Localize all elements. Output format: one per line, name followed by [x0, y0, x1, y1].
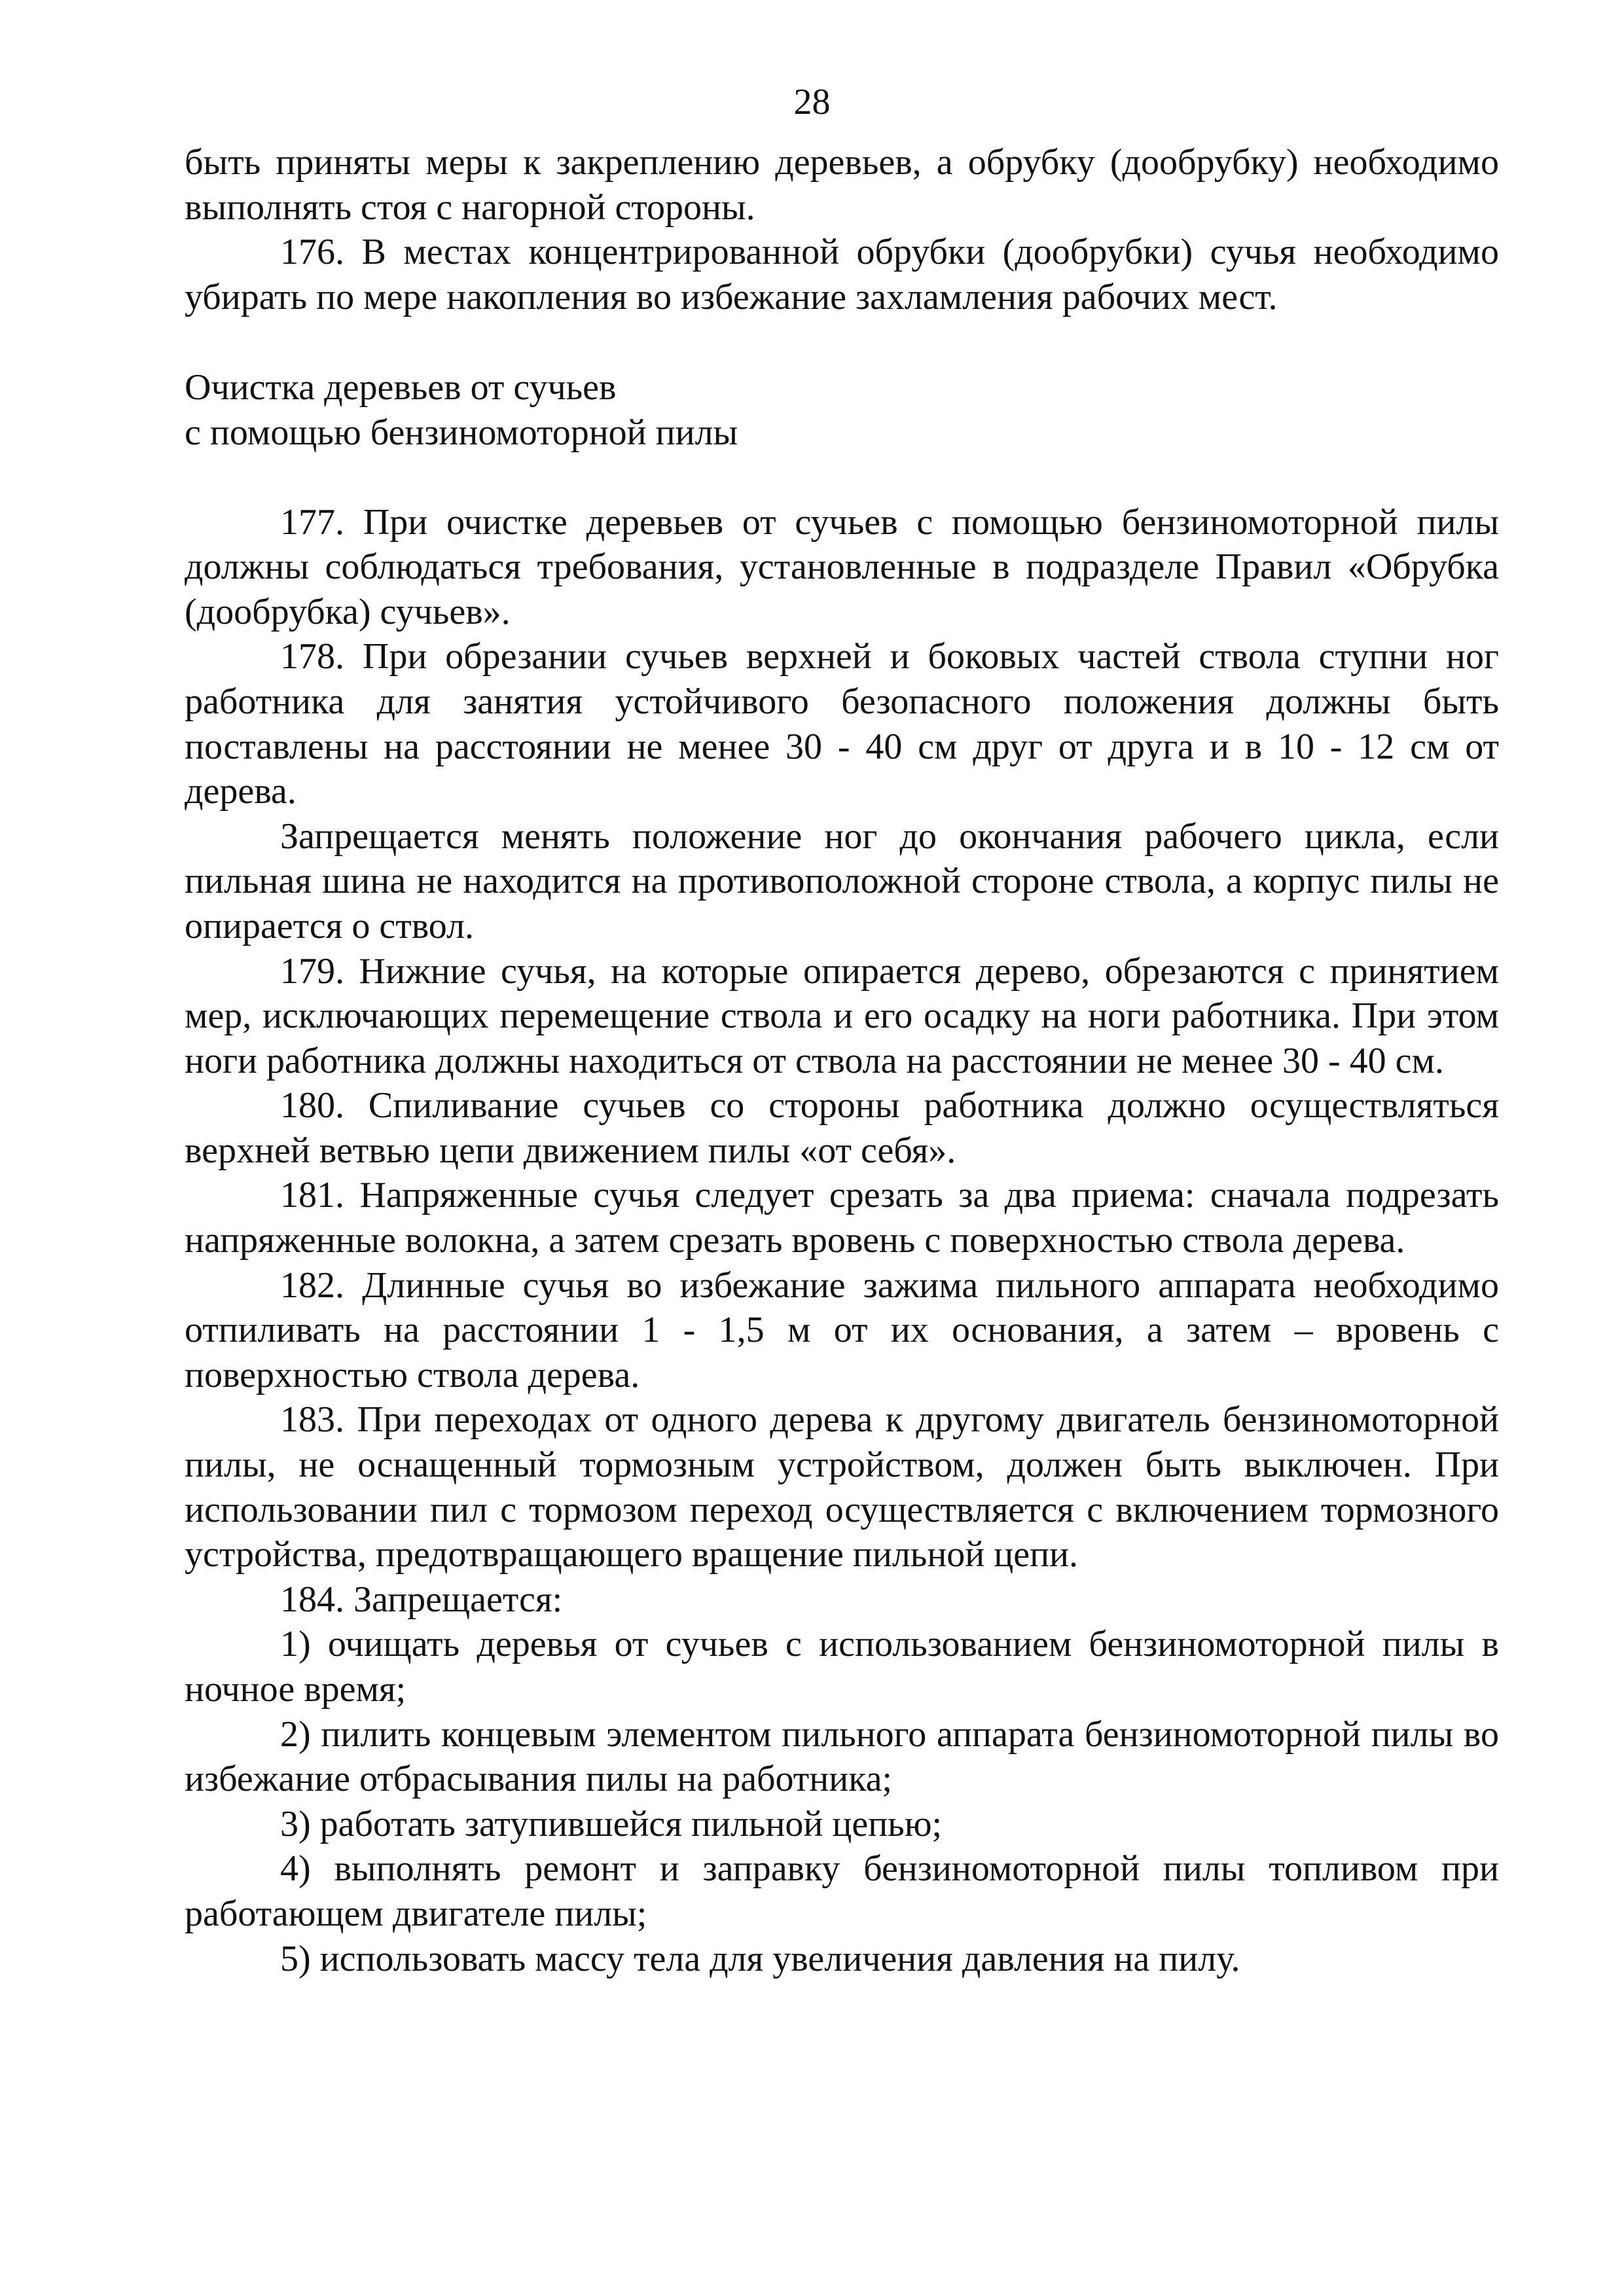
list-item-1: 1) очищать деревья от сучьев с использованием бензиномоторной пилы в ночное время;: [185, 1624, 1499, 1710]
paragraph-184: 184. Запрещается:: [280, 1579, 563, 1620]
paragraph: быть приняты меры к закреплению деревьев, а обрубку (дообрубку) необходимо выполнять стоя с нагорной стороны.: [185, 142, 1499, 228]
section-heading: [185, 365, 1499, 455]
paragraph-176: 176. В местах концентрированной обрубки (дообрубки) сучья необходимо убирать по мере накопления во избежание захламления рабочих мест.: [185, 232, 1499, 317]
paragraph-180: 180. Спиливание сучьев со стороны работника должно осуществляться верхней ветвью цепи движением пилы «от себя».: [185, 1085, 1499, 1171]
paragraph-177: 177. При очистке деревьев от сучьев с помощью бензиномоторной пилы должны соблюдаться требования, установленные в подразделе Правил «Обрубка (дообрубка) сучьев».: [185, 501, 1499, 632]
document-body: [185, 140, 1499, 1981]
list-item-4: 4) выполнять ремонт и заправку бензиномоторной пилы топливом при работающем двигателе пилы;: [185, 1848, 1499, 1934]
paragraph-182: 182. Длинные сучья во избежание зажима пильного аппарата необходимо отпиливать на расстоянии 1 - 1,5 м от их основания, а затем – вровень с поверхностью ствола дерева.: [185, 1265, 1499, 1395]
section-heading-line-1: Очистка деревьев от сучьев: [185, 367, 617, 408]
section-heading-line-2: с помощью бензиномоторной пилы: [185, 412, 738, 453]
list-item-5: 5) использовать массу тела для увеличения давления на пилу.: [280, 1938, 1240, 1979]
paragraph-178-prohibition: Запрещается менять положение ног до окончания рабочего цикла, если пильная шина не находится на противоположной стороне ствола, а корпус пилы не опирается о ствол.: [185, 816, 1499, 946]
list-item-2: 2) пилить концевым элементом пильного аппарата бензиномоторной пилы во избежание отбрасывания пилы на работника;: [185, 1713, 1499, 1800]
page-number: 28: [793, 82, 831, 122]
paragraph-179: 179. Нижние сучья, на которые опирается дерево, обрезаются с принятием мер, исключающих перемещение ствола и его осадку на ноги работника. При этом ноги работника должны находиться от ствола на расстоянии не менее 30 - 40 см.: [185, 950, 1499, 1081]
list-item-3: 3) работать затупившейся пильной цепью;: [280, 1803, 943, 1844]
paragraph-181: 181. Напряженные сучья следует срезать за два приема: сначала подрезать напряженные волокна, а затем срезать вровень с поверхностью ствола дерева.: [185, 1175, 1499, 1261]
paragraph-183: 183. При переходах от одного дерева к другому двигатель бензиномоторной пилы, не оснащенный тормозным устройством, должен быть выключен. При использовании пил с тормозом переход осуществляется с включением тормозного устройства, предотвращающего вращение пильной цепи.: [185, 1399, 1499, 1575]
paragraph-178: 178. При обрезании сучьев верхней и боковых частей ствола ступни ног работника для занятия устойчивого безопасного положения должны быть поставлены на расстоянии не менее 30 - 40 см друг от друга и в 10 - 12 см от дерева.: [185, 636, 1499, 812]
